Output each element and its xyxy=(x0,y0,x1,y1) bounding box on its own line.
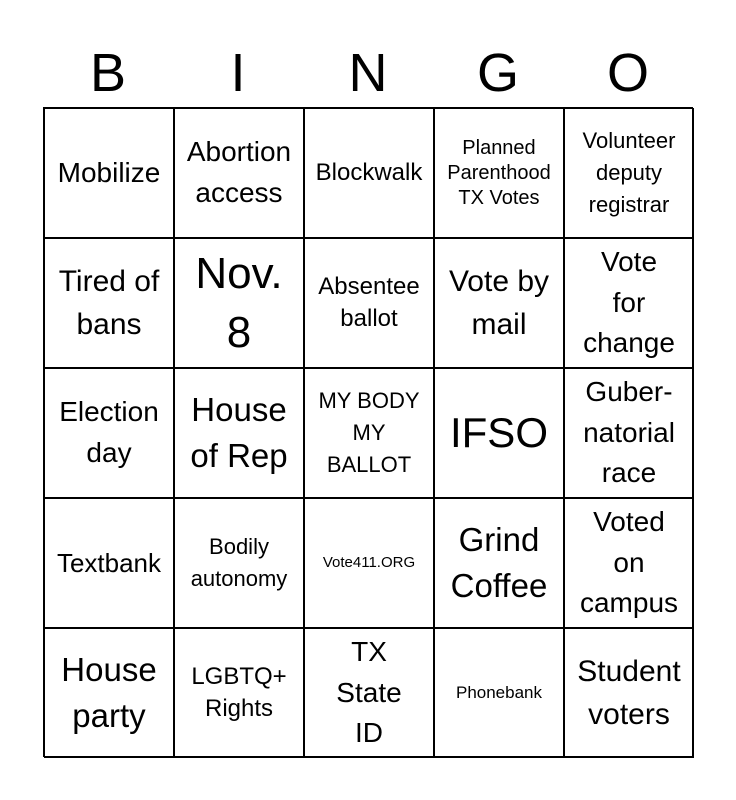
bingo-cell-label: House party xyxy=(61,650,157,734)
bingo-cell-label: Vote for change xyxy=(583,246,675,359)
header-letter-n: N xyxy=(348,43,388,103)
header-letter-g: G xyxy=(476,43,519,103)
bingo-cell-label: Absentee ballot xyxy=(318,272,420,332)
bingo-cell-label: Grind Coffee xyxy=(450,520,548,604)
bingo-cell[interactable] xyxy=(44,628,174,758)
bingo-header xyxy=(43,40,693,106)
bingo-cell[interactable] xyxy=(564,628,694,758)
bingo-cell-label: House of Rep xyxy=(190,390,288,474)
bingo-cell-label: Blockwalk xyxy=(315,158,423,186)
bingo-cell[interactable] xyxy=(174,368,304,498)
bingo-cell[interactable] xyxy=(304,238,434,368)
bingo-cell-label: Textbank xyxy=(56,547,162,578)
header-letter-o: O xyxy=(606,43,649,103)
header-letter-b: B xyxy=(89,43,127,103)
bingo-cell[interactable] xyxy=(174,108,304,238)
bingo-cell-label: Tired of bans xyxy=(58,264,160,341)
bingo-cell-label: IFSO xyxy=(449,408,548,456)
bingo-cell[interactable] xyxy=(564,368,694,498)
bingo-cell-label: Bodily autonomy xyxy=(190,534,288,591)
bingo-cell[interactable] xyxy=(564,108,694,238)
bingo-cell-label: Student voters xyxy=(577,654,681,731)
bingo-cell[interactable] xyxy=(434,368,564,498)
bingo-cell-label: Vote411.ORG xyxy=(322,554,416,572)
bingo-cell[interactable] xyxy=(304,498,434,628)
bingo-cell[interactable] xyxy=(174,628,304,758)
bingo-cell[interactable] xyxy=(564,238,694,368)
bingo-cell[interactable] xyxy=(304,368,434,498)
bingo-cell[interactable] xyxy=(434,108,564,238)
bingo-cell[interactable] xyxy=(434,238,564,368)
bingo-cell[interactable] xyxy=(304,108,434,238)
bingo-cell-label: Vote by mail xyxy=(448,264,550,341)
bingo-cell[interactable] xyxy=(44,108,174,238)
bingo-cell[interactable] xyxy=(44,498,174,628)
bingo-board xyxy=(43,107,693,757)
header-letter-i: I xyxy=(230,43,246,103)
bingo-cell-label: Planned Parenthood TX Votes xyxy=(447,136,551,209)
bingo-cell[interactable] xyxy=(174,238,304,368)
bingo-cell[interactable] xyxy=(174,498,304,628)
bingo-cell[interactable] xyxy=(44,368,174,498)
bingo-cell-label: LGBTQ+ Rights xyxy=(191,662,287,722)
bingo-cell-label: Election day xyxy=(59,396,159,468)
bingo-cell-label: Mobilize xyxy=(57,156,161,188)
bingo-cell-label: Voted on campus xyxy=(579,506,679,619)
bingo-cell[interactable] xyxy=(304,628,434,758)
bingo-cell-label: Abortion access xyxy=(186,136,292,208)
bingo-cell-label: Volunteer deputy registrar xyxy=(582,128,676,217)
bingo-cell-label: MY BODY MY BALLOT xyxy=(318,388,420,477)
bingo-cell[interactable] xyxy=(434,498,564,628)
bingo-cell[interactable] xyxy=(44,238,174,368)
bingo-cell[interactable] xyxy=(434,628,564,758)
bingo-cell-label: Nov. 8 xyxy=(195,248,283,357)
bingo-cell-label: TX State ID xyxy=(336,636,402,749)
bingo-cell[interactable] xyxy=(564,498,694,628)
bingo-cell-label: Guber- natorial race xyxy=(583,376,675,489)
bingo-cell-label: Phonebank xyxy=(455,683,543,703)
